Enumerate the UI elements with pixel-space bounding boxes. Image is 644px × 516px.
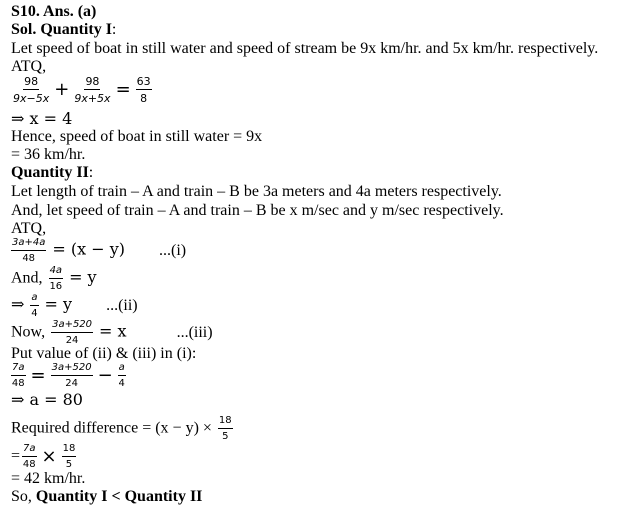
sol-label: Sol. [11, 21, 37, 38]
denominator: 48 [22, 253, 36, 264]
q2-eq3 [11, 292, 138, 320]
plus-sign: + [54, 79, 70, 100]
minus-sign: − [97, 365, 113, 386]
numerator: 18 [62, 443, 77, 457]
fraction [62, 443, 77, 471]
fraction [11, 237, 46, 265]
conclusion [11, 488, 202, 506]
q2-put-value: Put value of (ii) & (iii) in (i): [11, 345, 197, 362]
denominator: 9x−5x [13, 92, 50, 105]
equals-sign: = [30, 365, 46, 386]
fraction [22, 443, 37, 471]
q2-line1: Let length of train – A and train – B be 3a meters and 4a meters respectively. [11, 183, 502, 200]
prefix: Now, [11, 323, 46, 341]
quantity1-heading [11, 21, 116, 39]
answer-header [11, 3, 96, 21]
label: Required difference = (x − y) × [11, 419, 212, 437]
fraction [49, 265, 64, 293]
quantity2-heading [11, 164, 93, 182]
numerator: 4a [49, 265, 64, 279]
colon: : [111, 21, 117, 38]
denominator: 4 [31, 308, 38, 319]
q2-atq: ATQ, [11, 220, 47, 237]
answer-label: Ans. (a) [43, 3, 97, 20]
q1-atq: ATQ, [11, 58, 47, 75]
q2-calc [11, 443, 78, 471]
q1-hence: Hence, speed of boat in still water = 9x [11, 128, 263, 145]
numerator: 7a [22, 443, 37, 457]
fraction [13, 75, 49, 105]
q2-eq2 [11, 265, 97, 293]
denominator: 48 [22, 459, 36, 470]
q2-answer: = 42 km/hr. [11, 470, 86, 487]
denominator: 5 [222, 431, 229, 442]
q1-equation [11, 75, 154, 105]
numerator: 3a+520 [51, 362, 93, 376]
numerator: 3a+4a [11, 237, 46, 251]
q2-eq5 [11, 362, 128, 390]
denominator: 24 [65, 378, 78, 389]
q2-eq4 [11, 319, 213, 347]
fraction [51, 319, 93, 347]
rhs: = y [69, 267, 97, 287]
equals-sign: = [11, 447, 21, 465]
equation-tag: ...(ii) [106, 296, 138, 314]
denominator: 24 [65, 335, 79, 346]
numerator: 98 [24, 75, 39, 88]
quantity2-title: Quantity II [11, 164, 89, 181]
fraction [136, 75, 152, 105]
prefix: So, [11, 488, 32, 505]
numerator: a [118, 362, 126, 376]
q2-line2: And, let speed of train – A and train – B be x m/sec and y m/sec respectively. [11, 202, 504, 219]
fraction [218, 415, 233, 443]
implies-symbol: ⇒ [11, 294, 25, 314]
times-sign: × [41, 446, 57, 467]
numerator: 98 [85, 75, 100, 88]
colon: : [88, 164, 94, 181]
numerator: 18 [218, 415, 233, 429]
numerator: a [30, 292, 38, 306]
numerator: 3a+520 [51, 319, 93, 333]
numerator: 63 [136, 75, 151, 88]
fraction [118, 362, 126, 390]
question-number: S10. [11, 3, 40, 20]
rhs: = (x − y) [52, 239, 125, 259]
fraction [74, 75, 110, 105]
prefix: And, [11, 269, 43, 287]
equation-tag: ...(i) [158, 241, 187, 259]
fraction [51, 362, 93, 390]
quantity1-title: Quantity I [40, 21, 112, 38]
q2-eq1 [11, 237, 186, 265]
denominator: 16 [49, 281, 63, 292]
denominator: 8 [140, 92, 148, 105]
denominator: 48 [11, 378, 25, 389]
fraction [30, 292, 38, 320]
rhs: = y [44, 294, 73, 314]
equals-sign: = [115, 79, 131, 100]
fraction [11, 362, 26, 390]
numerator: 7a [11, 362, 26, 376]
equation-tag: ...(iii) [176, 323, 213, 341]
denominator: 5 [65, 459, 73, 470]
q1-result: ⇒ x = 4 [11, 109, 73, 128]
q2-required-difference [11, 415, 235, 443]
denominator: 4 [118, 378, 125, 389]
q2-a-result: ⇒ a = 80 [11, 390, 83, 409]
q1-intro: Let speed of boat in still water and speed of stream be 9x km/hr. and 5x km/hr. respectively. [11, 40, 599, 57]
q1-answer: = 36 km/hr. [11, 146, 86, 163]
rhs: = x [99, 321, 127, 341]
conclusion-text: Quantity I < Quantity II [35, 488, 203, 505]
denominator: 9x+5x [74, 92, 111, 105]
